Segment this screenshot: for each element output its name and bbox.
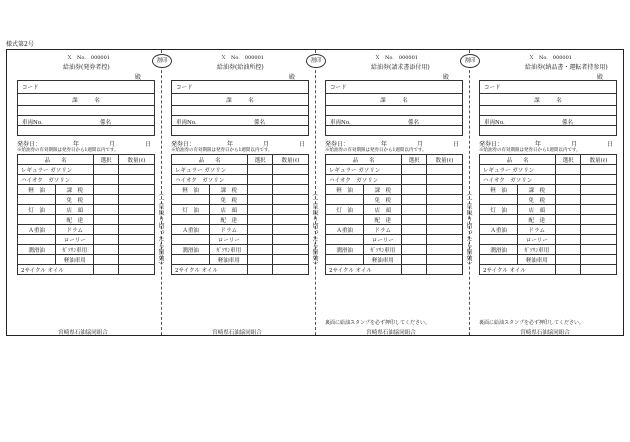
product-name: 灯 油 <box>326 205 364 215</box>
items-header-cell: 品 名 <box>18 155 94 165</box>
items-header-cell: 数量(ℓ) <box>426 155 462 165</box>
product-name: Ａ重油 <box>326 225 364 235</box>
table-row <box>172 175 309 185</box>
select-cell[interactable] <box>94 205 118 215</box>
validity-note: ※給油券の有効期限は発券日から1週間以内です。 <box>17 148 119 153</box>
select-cell[interactable] <box>556 215 580 225</box>
select-cell[interactable] <box>248 165 272 175</box>
product-name <box>480 255 518 265</box>
items-header-cell: 選択 <box>556 155 580 165</box>
select-cell[interactable] <box>94 265 118 275</box>
addressee-suffix: 殿 <box>443 74 450 81</box>
table-row <box>18 265 155 275</box>
quantity-cell[interactable] <box>118 255 154 265</box>
vehicle-label: 車両No. <box>22 120 43 126</box>
product-name: ハイオク ガソリン <box>480 175 556 185</box>
product-name <box>18 255 56 265</box>
items-header-cell: 品 名 <box>326 155 402 165</box>
product-name: 軽 油 <box>172 185 210 195</box>
product-subtype: 配 達 <box>56 215 94 225</box>
product-subtype: ｶﾞｿﾘﾝ車用 <box>518 245 556 255</box>
product-subtype: 配 達 <box>364 215 402 225</box>
table-row <box>18 255 155 265</box>
product-name: レギュラー ガソリン <box>480 165 556 175</box>
validity-note: ※給油券の有効期限は発券日から1週間以内です。 <box>479 148 581 153</box>
table-row <box>172 225 309 235</box>
product-subtype: 軽油車用 <box>56 255 94 265</box>
product-subtype: 免 税 <box>210 195 248 205</box>
year-label: 年 <box>381 141 388 148</box>
product-name: ハイオク ガソリン <box>326 175 402 185</box>
quantity-cell[interactable] <box>272 185 308 195</box>
select-cell[interactable] <box>94 195 118 205</box>
association-name: 宮崎県石油協同組合 <box>366 330 416 336</box>
stamp-note: 裏面に給油スタンプを必ず押印してください。 <box>325 320 431 326</box>
quantity-cell[interactable] <box>272 265 308 275</box>
product-subtype: ｶﾞｿﾘﾝ車用 <box>56 245 94 255</box>
table-row <box>18 175 155 185</box>
table-row <box>326 175 463 185</box>
quantity-cell[interactable] <box>580 165 616 175</box>
year-label: 年 <box>535 141 542 148</box>
select-cell[interactable] <box>248 265 272 275</box>
table-row <box>480 195 617 205</box>
product-name: Ａ重油 <box>18 225 56 235</box>
product-subtype: ローリー <box>210 235 248 245</box>
ticket-panel-2 <box>161 50 313 335</box>
select-cell[interactable] <box>94 165 118 175</box>
table-row <box>326 235 463 245</box>
items-header-cell: 数量(ℓ) <box>118 155 154 165</box>
quantity-cell[interactable] <box>580 235 616 245</box>
quantity-cell[interactable] <box>580 245 616 255</box>
items-header-row <box>18 155 155 165</box>
addressee-suffix: 殿 <box>597 74 604 81</box>
code-label: コード <box>22 85 39 91</box>
ticket-panel-4 <box>469 50 621 335</box>
quantity-cell[interactable] <box>118 235 154 245</box>
product-name: 潤滑油 <box>480 245 518 255</box>
ticket-number: Ｘ No. 000001 <box>221 55 264 61</box>
quantity-cell[interactable] <box>118 205 154 215</box>
product-subtype: 配 達 <box>518 215 556 225</box>
product-subtype: 課 税 <box>364 185 402 195</box>
select-cell[interactable] <box>556 205 580 215</box>
month-label: 月 <box>571 141 578 148</box>
name-label: 係名 <box>562 120 574 126</box>
table-row <box>18 165 155 175</box>
select-cell[interactable] <box>556 165 580 175</box>
vertical-note-2: （一旦取り切ったら無効） <box>311 190 318 268</box>
header-box <box>171 80 309 136</box>
quantity-cell[interactable] <box>426 185 462 195</box>
vertical-note-3: （一旦取り切ったら無効） <box>465 190 472 268</box>
product-subtype: ローリー <box>518 235 556 245</box>
quantity-cell[interactable] <box>426 175 462 185</box>
day-label: 日 <box>453 141 460 148</box>
product-subtype: 免 税 <box>518 195 556 205</box>
table-row <box>172 195 309 205</box>
validity-note: ※給油券の有効期限は発券日から1週間以内です。 <box>171 148 273 153</box>
vertical-note-1: （一旦取り切ったら無効） <box>157 190 164 268</box>
product-name: 灯 油 <box>172 205 210 215</box>
select-cell[interactable] <box>556 245 580 255</box>
table-row <box>480 165 617 175</box>
form-number: 様式第2号 <box>6 41 34 48</box>
select-cell[interactable] <box>556 195 580 205</box>
select-cell[interactable] <box>248 225 272 235</box>
usage-label: 課 名 <box>534 98 562 104</box>
vehicle-label: 車両No. <box>176 120 197 126</box>
product-name: 2サイクル オイル <box>480 265 556 275</box>
select-cell[interactable] <box>402 215 426 225</box>
table-row <box>480 225 617 235</box>
table-row <box>480 215 617 225</box>
table-row <box>326 215 463 225</box>
quantity-cell[interactable] <box>580 255 616 265</box>
ticket-title: 給油券(給油所控) <box>217 64 264 71</box>
select-cell[interactable] <box>556 235 580 245</box>
items-header-row <box>172 155 309 165</box>
issue-date-label: 発券日： <box>17 141 42 148</box>
quantity-cell[interactable] <box>272 175 308 185</box>
product-name: ハイオク ガソリン <box>18 175 94 185</box>
table-row <box>172 205 309 215</box>
quantity-cell[interactable] <box>272 215 308 225</box>
product-subtype: 課 税 <box>210 185 248 195</box>
quantity-cell[interactable] <box>118 195 154 205</box>
month-label: 月 <box>109 141 116 148</box>
select-cell[interactable] <box>94 175 118 185</box>
association-name: 宮崎県石油協同組合 <box>212 330 262 336</box>
items-header-cell: 数量(ℓ) <box>580 155 616 165</box>
code-label: コード <box>484 85 501 91</box>
stamp-note: 裏面に給油スタンプを必ず押印してください。 <box>479 320 585 326</box>
table-row <box>326 195 463 205</box>
select-cell[interactable] <box>402 235 426 245</box>
product-name <box>172 255 210 265</box>
usage-label: 課 名 <box>226 98 254 104</box>
product-name <box>480 195 518 205</box>
ticket-panel-3 <box>315 50 467 335</box>
seal-mark-1: 割印 <box>152 54 172 68</box>
select-cell[interactable] <box>556 185 580 195</box>
ticket-sheet <box>6 49 624 336</box>
vehicle-label: 車両No. <box>330 120 351 126</box>
code-label: コード <box>330 85 347 91</box>
product-name: ハイオク ガソリン <box>172 175 248 185</box>
select-cell[interactable] <box>402 195 426 205</box>
items-header-cell: 品 名 <box>480 155 556 165</box>
quantity-cell[interactable] <box>272 195 308 205</box>
ticket-number: Ｘ No. 000001 <box>67 55 110 61</box>
product-subtype: 軽油車用 <box>364 255 402 265</box>
items-table <box>479 154 617 275</box>
product-name <box>18 215 56 225</box>
select-cell[interactable] <box>556 225 580 235</box>
quantity-cell[interactable] <box>426 265 462 275</box>
product-subtype: 課 税 <box>518 185 556 195</box>
ticket-number: Ｘ No. 000001 <box>375 55 418 61</box>
product-name <box>172 195 210 205</box>
year-label: 年 <box>227 141 234 148</box>
ticket-number: Ｘ No. 000001 <box>529 55 572 61</box>
table-row <box>480 245 617 255</box>
quantity-cell[interactable] <box>580 225 616 235</box>
table-row <box>18 195 155 205</box>
quantity-cell[interactable] <box>272 205 308 215</box>
table-row <box>172 245 309 255</box>
day-label: 日 <box>145 141 152 148</box>
product-name: レギュラー ガソリン <box>172 165 248 175</box>
select-cell[interactable] <box>556 175 580 185</box>
select-cell[interactable] <box>248 235 272 245</box>
quantity-cell[interactable] <box>580 215 616 225</box>
product-subtype: ドラム <box>364 225 402 235</box>
select-cell[interactable] <box>94 245 118 255</box>
product-name: 2サイクル オイル <box>326 265 402 275</box>
quantity-cell[interactable] <box>118 245 154 255</box>
table-row <box>480 205 617 215</box>
product-name: 2サイクル オイル <box>18 265 94 275</box>
table-row <box>18 215 155 225</box>
seal-mark-3: 割印 <box>460 54 480 68</box>
product-subtype: ドラム <box>56 225 94 235</box>
select-cell[interactable] <box>248 255 272 265</box>
table-row <box>172 265 309 275</box>
select-cell[interactable] <box>402 165 426 175</box>
select-cell[interactable] <box>402 185 426 195</box>
product-name <box>326 255 364 265</box>
table-row <box>18 235 155 245</box>
table-row <box>326 185 463 195</box>
select-cell[interactable] <box>94 235 118 245</box>
select-cell[interactable] <box>402 255 426 265</box>
quantity-cell[interactable] <box>118 165 154 175</box>
product-subtype: ローリー <box>364 235 402 245</box>
product-name <box>326 195 364 205</box>
name-label: 係名 <box>254 120 266 126</box>
items-header-cell: 選択 <box>402 155 426 165</box>
table-row <box>326 255 463 265</box>
items-table <box>325 154 463 275</box>
quantity-cell[interactable] <box>426 215 462 225</box>
association-name: 宮崎県石油協同組合 <box>520 330 570 336</box>
quantity-cell[interactable] <box>118 185 154 195</box>
product-name: 軽 油 <box>326 185 364 195</box>
day-label: 日 <box>299 141 306 148</box>
product-subtype: 免 税 <box>56 195 94 205</box>
month-label: 月 <box>417 141 424 148</box>
items-table <box>17 154 155 275</box>
quantity-cell[interactable] <box>118 175 154 185</box>
quantity-cell[interactable] <box>580 265 616 275</box>
header-box <box>479 80 617 136</box>
table-row <box>326 165 463 175</box>
items-header-row <box>326 155 463 165</box>
quantity-cell[interactable] <box>426 195 462 205</box>
issue-date-label: 発券日： <box>479 141 504 148</box>
validity-note: ※給油券の有効期限は発券日から1週間以内です。 <box>325 148 427 153</box>
table-row <box>172 235 309 245</box>
items-header-cell: 選択 <box>94 155 118 165</box>
product-subtype: 免 税 <box>364 195 402 205</box>
product-name: 潤滑油 <box>18 245 56 255</box>
ticket-title: 給油券(納品書・運転者持参用) <box>525 64 608 71</box>
product-name <box>18 235 56 245</box>
select-cell[interactable] <box>556 265 580 275</box>
product-name: Ａ重油 <box>172 225 210 235</box>
product-subtype: ドラム <box>210 225 248 235</box>
product-name: 潤滑油 <box>326 245 364 255</box>
table-row <box>326 225 463 235</box>
product-name <box>480 215 518 225</box>
quantity-cell[interactable] <box>272 255 308 265</box>
select-cell[interactable] <box>402 265 426 275</box>
product-name: 灯 油 <box>480 205 518 215</box>
year-label: 年 <box>73 141 80 148</box>
product-subtype: ｶﾞｿﾘﾝ車用 <box>210 245 248 255</box>
addressee-suffix: 殿 <box>135 74 142 81</box>
quantity-cell[interactable] <box>118 215 154 225</box>
product-subtype: 配 達 <box>210 215 248 225</box>
select-cell[interactable] <box>248 245 272 255</box>
product-name: 潤滑油 <box>172 245 210 255</box>
product-name: レギュラー ガソリン <box>18 165 94 175</box>
quantity-cell[interactable] <box>272 165 308 175</box>
quantity-cell[interactable] <box>272 235 308 245</box>
product-subtype: ｶﾞｿﾘﾝ車用 <box>364 245 402 255</box>
product-name: 軽 油 <box>480 185 518 195</box>
product-name <box>172 235 210 245</box>
quantity-cell[interactable] <box>580 205 616 215</box>
items-header-row <box>480 155 617 165</box>
month-label: 月 <box>263 141 270 148</box>
items-header-cell: 数量(ℓ) <box>272 155 308 165</box>
product-subtype: 店 頭 <box>56 205 94 215</box>
product-name <box>480 235 518 245</box>
table-row <box>172 185 309 195</box>
table-row <box>326 245 463 255</box>
product-subtype: 店 頭 <box>210 205 248 215</box>
table-row <box>172 215 309 225</box>
select-cell[interactable] <box>402 205 426 215</box>
product-name: 軽 油 <box>18 185 56 195</box>
table-row <box>480 185 617 195</box>
table-row <box>18 245 155 255</box>
table-row <box>18 225 155 235</box>
seal-mark-2: 割印 <box>306 54 326 68</box>
quantity-cell[interactable] <box>426 165 462 175</box>
table-row <box>480 235 617 245</box>
quantity-cell[interactable] <box>118 265 154 275</box>
name-label: 係名 <box>100 120 112 126</box>
product-subtype: 軽油車用 <box>210 255 248 265</box>
product-subtype: 店 頭 <box>518 205 556 215</box>
quantity-cell[interactable] <box>426 225 462 235</box>
issue-date-label: 発券日： <box>171 141 196 148</box>
issue-date-label: 発券日： <box>325 141 350 148</box>
quantity-cell[interactable] <box>118 225 154 235</box>
items-table <box>171 154 309 275</box>
association-name: 宮崎県石油協同組合 <box>58 330 108 336</box>
product-subtype: 軽油車用 <box>518 255 556 265</box>
quantity-cell[interactable] <box>272 245 308 255</box>
table-row <box>172 255 309 265</box>
select-cell[interactable] <box>94 225 118 235</box>
product-subtype: ローリー <box>56 235 94 245</box>
table-row <box>326 205 463 215</box>
product-name: 灯 油 <box>18 205 56 215</box>
table-row <box>480 255 617 265</box>
header-box <box>325 80 463 136</box>
vehicle-label: 車両No. <box>484 120 505 126</box>
product-subtype: 店 頭 <box>364 205 402 215</box>
table-row <box>18 185 155 195</box>
usage-label: 課 名 <box>72 98 100 104</box>
product-name <box>326 235 364 245</box>
header-box <box>17 80 155 136</box>
quantity-cell[interactable] <box>426 235 462 245</box>
table-row <box>326 265 463 275</box>
quantity-cell[interactable] <box>426 205 462 215</box>
product-name: レギュラー ガソリン <box>326 165 402 175</box>
select-cell[interactable] <box>248 205 272 215</box>
select-cell[interactable] <box>248 195 272 205</box>
select-cell[interactable] <box>248 215 272 225</box>
usage-label: 課 名 <box>380 98 408 104</box>
product-name <box>172 215 210 225</box>
name-label: 係名 <box>408 120 420 126</box>
day-label: 日 <box>607 141 614 148</box>
ticket-panel-1 <box>7 50 159 335</box>
addressee-suffix: 殿 <box>289 74 296 81</box>
table-row <box>172 165 309 175</box>
product-name: Ａ重油 <box>480 225 518 235</box>
quantity-cell[interactable] <box>580 195 616 205</box>
select-cell[interactable] <box>94 215 118 225</box>
select-cell[interactable] <box>248 185 272 195</box>
ticket-title: 給油券(請求書添付用) <box>371 64 430 71</box>
quantity-cell[interactable] <box>426 255 462 265</box>
select-cell[interactable] <box>94 185 118 195</box>
table-row <box>480 265 617 275</box>
select-cell[interactable] <box>402 245 426 255</box>
product-subtype: ドラム <box>518 225 556 235</box>
product-name <box>326 215 364 225</box>
select-cell[interactable] <box>94 255 118 265</box>
product-name <box>18 195 56 205</box>
select-cell[interactable] <box>248 175 272 185</box>
product-subtype: 課 税 <box>56 185 94 195</box>
quantity-cell[interactable] <box>426 245 462 255</box>
items-header-cell: 品 名 <box>172 155 248 165</box>
product-name: 2サイクル オイル <box>172 265 248 275</box>
quantity-cell[interactable] <box>272 225 308 235</box>
select-cell[interactable] <box>556 255 580 265</box>
table-row <box>480 175 617 185</box>
quantity-cell[interactable] <box>580 175 616 185</box>
table-row <box>18 205 155 215</box>
select-cell[interactable] <box>402 225 426 235</box>
select-cell[interactable] <box>402 175 426 185</box>
quantity-cell[interactable] <box>580 185 616 195</box>
items-header-cell: 選択 <box>248 155 272 165</box>
ticket-title: 給油券(発券者控) <box>63 64 110 71</box>
code-label: コード <box>176 85 193 91</box>
